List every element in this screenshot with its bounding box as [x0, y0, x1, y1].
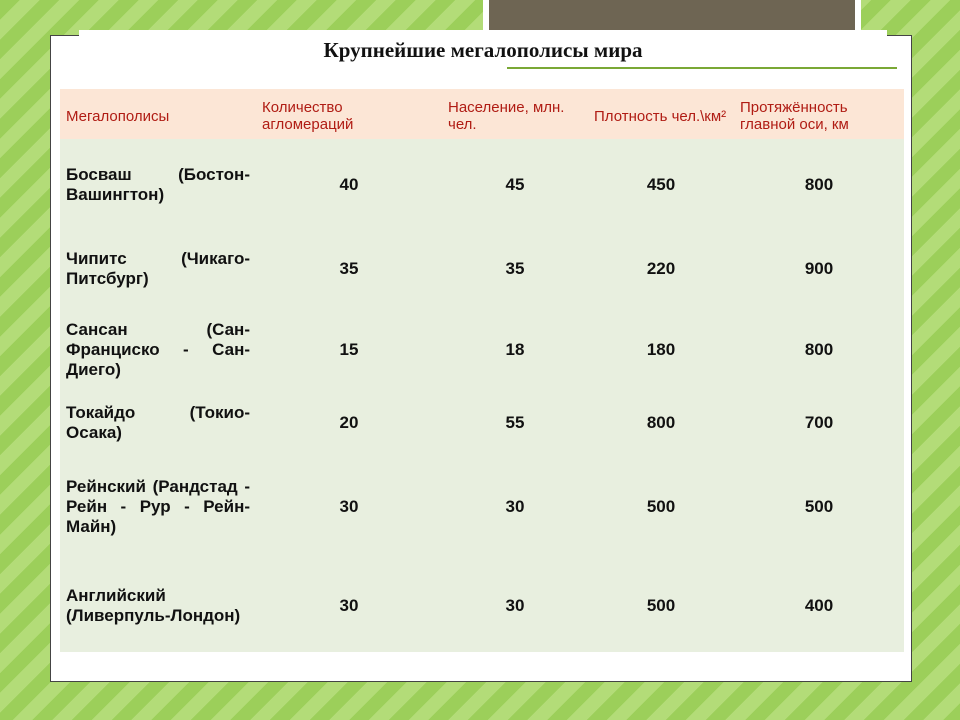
population-value: 30 [505, 497, 525, 516]
table-row [60, 392, 904, 454]
megalopolis-name: Сансан (Сан-Франциско - Сан-Диего) [66, 320, 250, 379]
population-value: 45 [505, 174, 525, 194]
column-header-axis-length: Протяжённость главной оси, км [740, 99, 849, 133]
axis-length-value: 900 [804, 259, 834, 278]
population-value: 35 [505, 259, 525, 278]
density-value: 500 [646, 596, 676, 615]
column-header-agglomerations: Количество агломераций [262, 99, 354, 133]
density-value: 450 [646, 174, 676, 194]
column-header-density: Плотность чел.\км² [594, 107, 727, 125]
agglomerations-value: 40 [339, 174, 359, 194]
population-value: 30 [505, 596, 525, 615]
density-value: 500 [646, 497, 676, 516]
page-title: Крупнейшие мегалополисы мира [323, 38, 643, 62]
megalopolis-name: Рейнский (Рандстад - Рейн - Рур - Рейн-Майн) [66, 477, 250, 536]
table-header-row [60, 89, 904, 139]
agglomerations-value: 30 [339, 596, 359, 615]
density-value: 220 [646, 259, 676, 278]
axis-length-value: 400 [804, 596, 834, 615]
column-header-megalopolis: Мегалополисы [66, 107, 170, 125]
megalopolis-name: Чипитс (Чикаго-Питсбург) [66, 249, 250, 288]
agglomerations-value: 20 [339, 413, 359, 432]
density-value: 180 [646, 340, 676, 359]
decorative-photo-strip [483, 0, 861, 30]
axis-length-value: 800 [804, 174, 834, 194]
axis-length-value: 800 [804, 340, 834, 359]
table-row [60, 308, 904, 392]
megalopolis-name: Английский (Ливерпуль-Лондон) [66, 586, 241, 625]
population-value: 55 [505, 413, 525, 432]
megalopolis-name: Босваш (Бостон-Вашингтон) [66, 164, 250, 204]
title-underline [507, 67, 897, 69]
megalopolis-table [60, 89, 904, 652]
slide-panel [50, 35, 912, 682]
axis-length-value: 700 [804, 413, 834, 432]
table-row [60, 454, 904, 560]
column-header-population: Население, млн. чел. [448, 99, 565, 133]
title-area [79, 30, 887, 80]
table-row [60, 139, 904, 230]
megalopolis-name: Токайдо (Токио-Осака) [66, 403, 250, 442]
table-row [60, 230, 904, 308]
agglomerations-value: 35 [339, 259, 359, 278]
axis-length-value: 500 [804, 497, 834, 516]
population-value: 18 [505, 340, 525, 359]
agglomerations-value: 15 [339, 340, 359, 359]
table-row [60, 560, 904, 652]
density-value: 800 [646, 413, 676, 432]
agglomerations-value: 30 [339, 497, 359, 516]
